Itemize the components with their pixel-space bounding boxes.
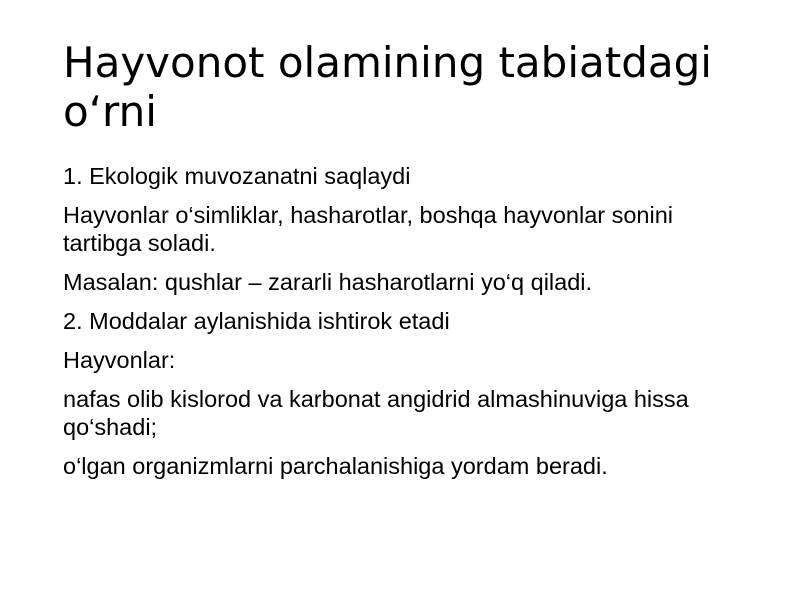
body-paragraph-3: Masalan: qushlar – zararli hasharotlarni yo‘q qiladi. bbox=[63, 269, 593, 295]
slide-title: Hayvonot olamining tabiatdagi o‘rni bbox=[63, 38, 712, 136]
body-paragraph-5: Hayvonlar: bbox=[63, 347, 176, 373]
body-paragraph-1: 1. Ekologik muvozanatni saqlaydi bbox=[63, 163, 411, 189]
body-paragraph-6: nafas olib kislorod va karbonat angidrid almashinuviga hissa qo‘shadi; bbox=[63, 386, 689, 440]
body-paragraph-7: o‘lgan organizmlarni parchalanishiga yordam beradi. bbox=[63, 453, 608, 479]
slide-body bbox=[63, 162, 753, 491]
body-paragraph-2: Hayvonlar o‘simliklar, hasharotlar, boshqa hayvonlar sonini tartibga soladi. bbox=[63, 202, 674, 256]
body-paragraph-4: 2. Moddalar aylanishida ishtirok etadi bbox=[63, 308, 450, 334]
